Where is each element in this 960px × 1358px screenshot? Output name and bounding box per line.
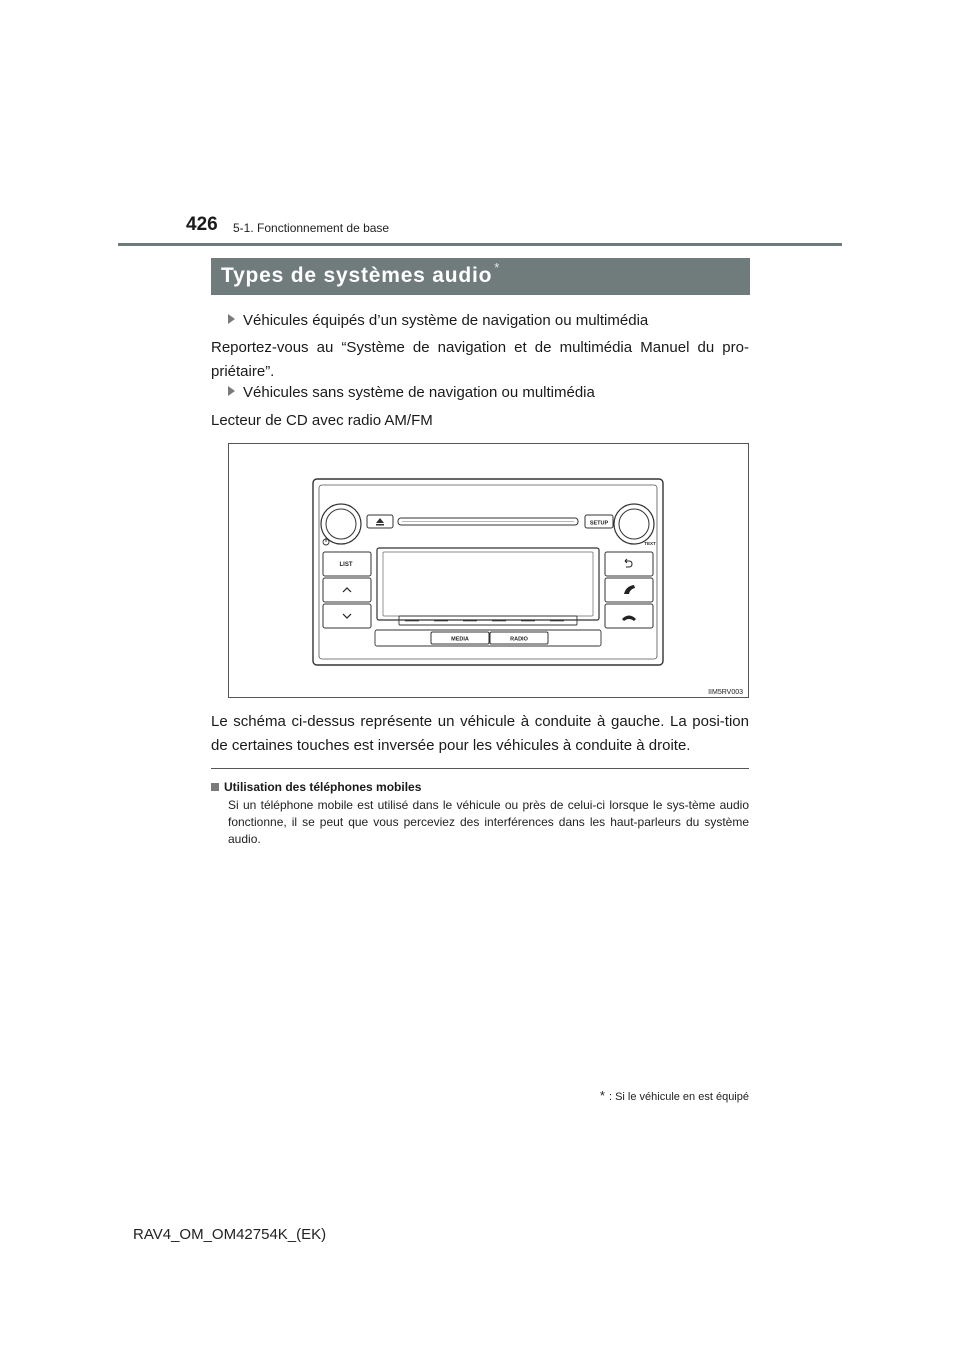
- bullet-triangle-icon: [228, 314, 235, 324]
- bullet-triangle-icon: [228, 386, 235, 396]
- note-heading-text: Utilisation des téléphones mobiles: [224, 780, 422, 794]
- section-title-bar: [211, 258, 750, 295]
- down-button: [323, 604, 371, 628]
- audio-unit-figure: [228, 443, 749, 698]
- tune-down-icon: [343, 614, 351, 618]
- back-button: [605, 552, 653, 576]
- volume-knob: [321, 504, 361, 544]
- back-icon: [625, 559, 632, 567]
- phone-hangup-icon: [622, 616, 636, 622]
- section-label: 5-1. Fonctionnement de base: [233, 221, 390, 235]
- bullet-text: Véhicules équipés d’un système de navigation ou multimédia: [243, 312, 649, 329]
- eject-icon: [376, 518, 384, 526]
- text-label: TEXT: [644, 541, 656, 546]
- bullet-with-navigation: [228, 312, 648, 329]
- note-heading: [211, 780, 421, 794]
- phone-pickup-icon: [624, 585, 635, 594]
- bezel-outer: [313, 479, 663, 665]
- radio-label: RADIO: [510, 636, 528, 643]
- tune-up-icon: [343, 588, 351, 592]
- media-label: MEDIA: [451, 636, 469, 643]
- paragraph-refer-manual: Reportez-vous au “Système de navigation et de multimédia Manuel du pro-priétaire”.: [211, 339, 749, 380]
- bullet-text: Véhicules sans système de navigation ou multimédia: [243, 384, 595, 401]
- note-square-icon: [211, 783, 219, 791]
- tune-knob: [614, 504, 654, 544]
- footnote-text: : Si le véhicule en est équipé: [608, 1091, 749, 1103]
- header-rule: [118, 243, 842, 246]
- note-body: Si un téléphone mobile est utilisé dans le véhicule ou près de celui-ci lorsque le sys-tème audio fonctionne, il se peut que vous perceviez des interférences dans les haut-parleurs du système audio.: [228, 798, 749, 846]
- display-screen: [377, 548, 599, 620]
- list-label: LIST: [339, 562, 353, 568]
- footnote-marker: *: [599, 1088, 605, 1103]
- note-divider: [211, 768, 749, 769]
- bezel-inner: [319, 485, 657, 659]
- bullet-without-navigation: [228, 384, 595, 401]
- figure-code: IIM5RV003: [708, 689, 743, 696]
- paragraph-drive-side: Le schéma ci-dessus représente un véhicule à conduite à gauche. La posi-tion de certaines touches est inversée pour les véhicules à conduite à droite.: [211, 713, 749, 754]
- equipment-marker: *: [494, 260, 500, 275]
- page-title: Types de systèmes audio: [221, 264, 493, 287]
- footnote: [600, 1088, 749, 1103]
- document-code: RAV4_OM_OM42754K_(EK): [133, 1226, 327, 1243]
- audio-unit-illustration: [229, 444, 750, 699]
- up-button: [323, 578, 371, 602]
- paragraph-cd-player: Lecteur de CD avec radio AM/FM: [211, 412, 433, 429]
- page-number: 426: [186, 214, 218, 235]
- setup-label: SETUP: [589, 520, 609, 527]
